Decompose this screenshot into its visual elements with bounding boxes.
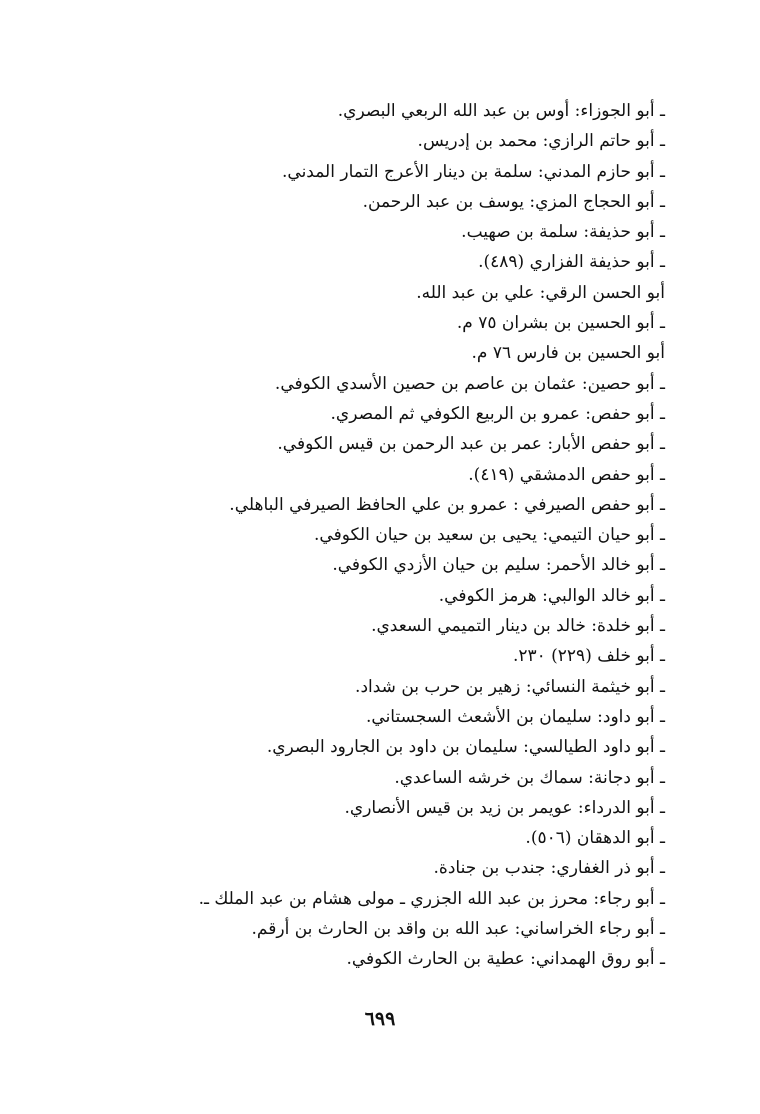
index-entry: ـ أبو حذيفة الفزاري (٤٨٩).: [478, 252, 665, 273]
index-entry: ـ أبو رجاء الخراساني: عبد الله بن واقد بن الحارث بن أرقم.: [251, 919, 665, 940]
index-entry: ـ أبو حفص الأبار: عمر بن عبد الرحمن بن قيس الكوفي.: [277, 434, 665, 455]
name-index-list: [75, 96, 665, 975]
index-entry: ـ أبو خلف (٢٢٩) ٢٣٠.: [512, 646, 665, 667]
index-entry: أبو الحسن الرقي: علي بن عبد الله.: [416, 282, 665, 303]
index-entry: ـ أبو حفص الدمشقي (٤١٩).: [468, 464, 665, 485]
index-entry: ـ أبو خالد الوالبي: هرمز الكوفي.: [438, 585, 665, 606]
index-entry: ـ أبو الدرداء: عويمر بن زيد بن قيس الأنصاري.: [344, 797, 665, 818]
index-entry: ـ أبو داود: سليمان بن الأشعث السجستاني.: [366, 706, 665, 727]
index-entry: ـ أبو حفص الصيرفي : عمرو بن علي الحافظ الصيرفي الباهلي.: [229, 494, 665, 515]
index-entry: ـ أبو حاتم الرازي: محمد بن إدريس.: [417, 131, 665, 152]
index-entry: ـ أبو حازم المدني: سلمة بن دينار الأعرج التمار المدني.: [282, 161, 665, 182]
index-entry: ـ أبو ذر الغفاري: جندب بن جنادة.: [433, 858, 665, 879]
index-entry: ـ أبو الحجاج المزي: يوسف بن عبد الرحمن.: [362, 191, 665, 212]
index-entry: ـ أبو الحسين بن بشران ٧٥ م.: [456, 313, 665, 334]
index-entry: ـ أبو خالد الأحمر: سليم بن حيان الأزدي الكوفي.: [332, 555, 665, 576]
index-entry: ـ أبو حيان التيمي: يحيى بن سعيد بن حيان الكوفي.: [314, 525, 665, 546]
page-number: ٦٩٩: [364, 1008, 396, 1030]
index-entry: ـ أبو حفص: عمرو بن الربيع الكوفي ثم المصري.: [330, 403, 665, 424]
index-entry: ـ أبو خلدة: خالد بن دينار التميمي السعدي.: [371, 616, 665, 637]
index-entry: ـ أبو روق الهمداني: عطية بن الحارث الكوفي.: [346, 949, 665, 970]
index-entry: ـ أبو رجاء: محرز بن عبد الله الجزري ـ مولى هشام بن عبد الملك ـ.: [198, 888, 665, 909]
index-entry: أبو الحسين بن فارس ٧٦ م.: [471, 343, 665, 364]
index-entry: ـ أبو دجانة: سماك بن خرشه الساعدي.: [394, 767, 665, 788]
index-entry: ـ أبو الجوزاء: أوس بن عبد الله الربعي البصري.: [337, 101, 665, 121]
index-entry: ـ أبو حصين: عثمان بن عاصم بن حصين الأسدي الكوفي.: [274, 373, 665, 394]
index-entry: ـ أبو حذيفة: سلمة بن صهيب.: [461, 222, 665, 243]
index-entry: ـ أبو الدهقان (٥٠٦).: [525, 828, 665, 849]
index-entry: ـ أبو داود الطيالسي: سليمان بن داود بن الجارود البصري.: [266, 737, 665, 758]
index-entry: ـ أبو خيثمة النسائي: زهير بن حرب بن شداد.: [355, 676, 665, 697]
